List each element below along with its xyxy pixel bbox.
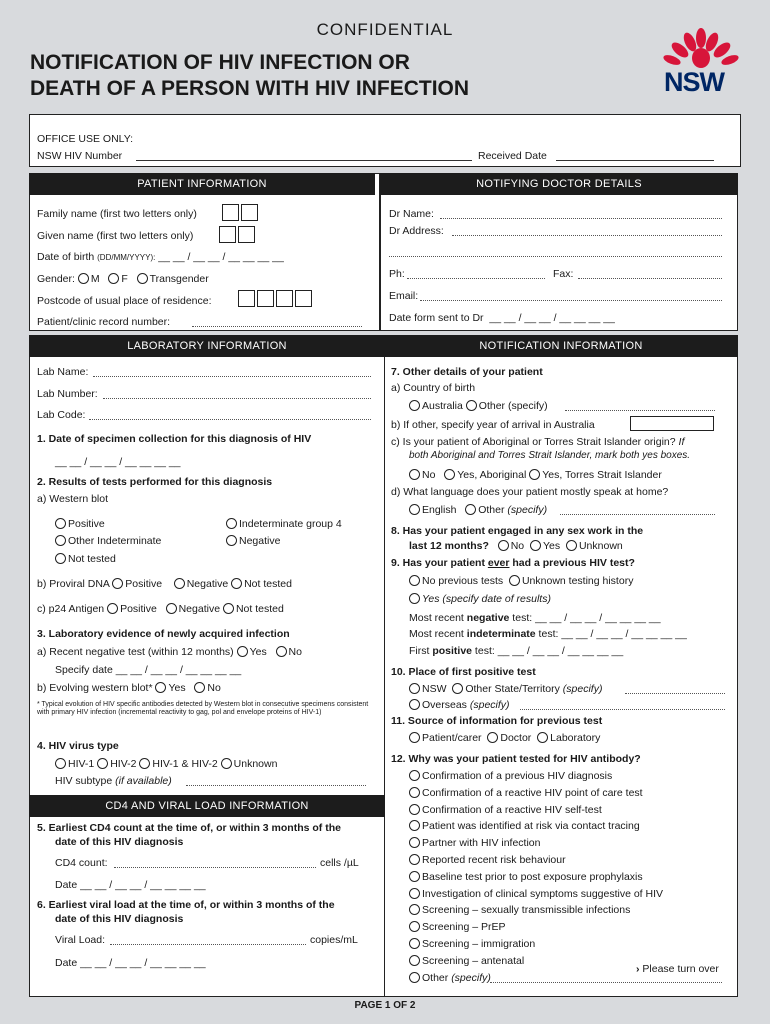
atsi-no-radio[interactable] bbox=[409, 469, 420, 480]
phone-label: Ph: bbox=[389, 268, 405, 280]
postcode-label: Postcode of usual place of residence: bbox=[37, 295, 212, 307]
q5-label: 5. Earliest CD4 count at the time of, or within 3 months of the bbox=[37, 822, 341, 834]
given-name-boxes[interactable] bbox=[219, 226, 255, 243]
reason-option[interactable]: Partner with HIV infection bbox=[409, 837, 540, 849]
gender-transgender-radio[interactable] bbox=[137, 273, 148, 284]
q7a-label: a) Country of birth bbox=[391, 382, 476, 394]
date-sent-row[interactable]: Date form sent to Dr __ __ / __ __ / __ __ __ __ bbox=[389, 312, 615, 324]
most-recent-indeterminate[interactable]: Most recent indeterminate test: __ __ / __ __ / __ __ __ __ bbox=[409, 628, 687, 640]
form-title-line2: DEATH OF A PERSON WITH HIV INFECTION bbox=[30, 77, 470, 100]
reason-option[interactable]: Reported recent risk behaviour bbox=[409, 854, 566, 866]
source-doctor-radio[interactable] bbox=[487, 732, 498, 743]
p24-negative-radio[interactable] bbox=[166, 603, 177, 614]
lab-number-label: Lab Number: bbox=[37, 388, 98, 400]
hiv2-radio[interactable] bbox=[97, 758, 108, 769]
q3-label: 3. Laboratory evidence of newly acquired infection bbox=[37, 628, 290, 640]
doctor-details-header: NOTIFYING DOCTOR DETAILS bbox=[380, 173, 738, 195]
q2-label: 2. Results of tests performed for this diagnosis bbox=[37, 476, 273, 488]
source-row: Patient/carer Doctor Laboratory bbox=[409, 732, 600, 744]
nsw-logo bbox=[662, 28, 740, 98]
q7c-label: c) Is your patient of Aboriginal or Torres Strait Islander origin? If bbox=[391, 436, 685, 448]
subtype-field[interactable] bbox=[186, 775, 366, 786]
place-overseas-row: Overseas (specify) bbox=[409, 699, 510, 711]
viral-load-unit: copies/mL bbox=[310, 934, 358, 946]
q7d-label: d) What language does your patient mostly speak at home? bbox=[391, 486, 669, 498]
lab-info-header: LABORATORY INFORMATION bbox=[29, 335, 385, 357]
page-number: PAGE 1 OF 2 bbox=[354, 1000, 416, 1011]
sexwork-yes-radio[interactable] bbox=[530, 540, 541, 551]
received-date-label: Received Date bbox=[478, 150, 547, 162]
cd4-date-field[interactable]: Date __ __ / __ __ / __ __ __ __ bbox=[55, 879, 206, 891]
lab-number-field[interactable] bbox=[103, 388, 371, 399]
sexwork-no-radio[interactable] bbox=[498, 540, 509, 551]
atsi-row: No Yes, Aboriginal Yes, Torres Strait Islander bbox=[409, 469, 662, 481]
lang-english-radio[interactable] bbox=[409, 504, 420, 515]
place-overseas-radio[interactable] bbox=[409, 699, 420, 710]
q3b-row: b) Evolving western blot* Yes No bbox=[37, 682, 221, 694]
wb-indeterminate-4[interactable]: Indeterminate group 4 bbox=[226, 518, 342, 530]
reason-other-row[interactable]: Other (specify) bbox=[409, 972, 491, 984]
wb-not-tested[interactable]: Not tested bbox=[55, 553, 116, 565]
language-row: English Other (specify) bbox=[409, 504, 547, 516]
phone-field[interactable] bbox=[407, 268, 545, 279]
turn-over-note: › Please turn over bbox=[636, 963, 719, 975]
form-title-line1: NOTIFICATION OF HIV INFECTION OR bbox=[30, 51, 410, 74]
place-nsw-radio[interactable] bbox=[409, 683, 420, 694]
dna-not-tested-radio[interactable] bbox=[231, 578, 242, 589]
family-name-label: Family name (first two letters only) bbox=[37, 208, 197, 220]
office-use-label: OFFICE USE ONLY: bbox=[37, 133, 134, 145]
lab-name-field[interactable] bbox=[93, 366, 371, 377]
dna-positive-radio[interactable] bbox=[112, 578, 123, 589]
reason-option[interactable]: Baseline test prior to post exposure prophylaxis bbox=[409, 871, 643, 883]
gender-m-radio[interactable] bbox=[78, 273, 89, 284]
cd4-unit: cells /µL bbox=[320, 857, 359, 869]
source-lab-radio[interactable] bbox=[537, 732, 548, 743]
virus-unknown-radio[interactable] bbox=[221, 758, 232, 769]
place-other-state-radio[interactable] bbox=[452, 683, 463, 694]
reason-option[interactable]: Screening – sexually transmissible infections bbox=[409, 904, 630, 916]
q1-label: 1. Date of specimen collection for this diagnosis of HIV bbox=[37, 433, 312, 445]
record-number-field[interactable] bbox=[192, 316, 362, 327]
western-blot-footnote: * Typical evolution of HIV specific antibodies detected by Western blot in consecutive specimens consistent with primary HIV infection (incremental reactivity to gag, pol and envelope proteins of HIV-1) bbox=[37, 701, 369, 716]
reason-option[interactable]: Screening – antenatal bbox=[409, 955, 524, 967]
q3b-no-radio[interactable] bbox=[194, 682, 205, 693]
q3b-yes-radio[interactable] bbox=[155, 682, 166, 693]
lab-code-label: Lab Code: bbox=[37, 409, 86, 421]
place-other-state-field[interactable] bbox=[625, 683, 725, 694]
prev-yes-row[interactable]: Yes (specify date of results) bbox=[409, 593, 551, 605]
email-label: Email: bbox=[389, 290, 419, 302]
cd4-count-label: CD4 count: bbox=[55, 857, 108, 869]
reason-option[interactable]: Confirmation of a reactive HIV self-test bbox=[409, 804, 602, 816]
country-australia-radio[interactable] bbox=[409, 400, 420, 411]
reason-option[interactable]: Screening – PrEP bbox=[409, 921, 505, 933]
wb-other-indeterminate[interactable]: Other Indeterminate bbox=[55, 535, 161, 547]
viral-load-field[interactable] bbox=[110, 934, 306, 945]
chevron-right-icon: › bbox=[636, 963, 640, 975]
reason-option[interactable]: Investigation of clinical symptoms suggestive of HIV bbox=[409, 888, 663, 900]
dr-address-field[interactable] bbox=[452, 225, 722, 236]
place-overseas-field[interactable] bbox=[520, 699, 725, 710]
postcode-boxes[interactable] bbox=[238, 290, 312, 307]
notification-info-header: NOTIFICATION INFORMATION bbox=[384, 335, 738, 357]
q6-label-2: date of this HIV diagnosis bbox=[55, 913, 184, 925]
lab-code-field[interactable] bbox=[89, 409, 371, 420]
q3a-date-field[interactable]: Specify date __ __ / __ __ / __ __ __ __ bbox=[55, 664, 242, 676]
hiv1-hiv2-radio[interactable] bbox=[139, 758, 150, 769]
waratah-icon bbox=[662, 28, 740, 70]
fax-field[interactable] bbox=[578, 268, 722, 279]
q11-label: 11. Source of information for previous test bbox=[391, 715, 603, 727]
most-recent-negative[interactable]: Most recent negative test: __ __ / __ __ / __ __ __ __ bbox=[409, 612, 661, 624]
reason-option[interactable]: Confirmation of a reactive HIV point of care test bbox=[409, 787, 643, 799]
confidential-label: CONFIDENTIAL bbox=[316, 20, 454, 39]
nsw-logo-text: NSW bbox=[664, 67, 724, 97]
atsi-aboriginal-radio[interactable] bbox=[444, 469, 455, 480]
source-patient-radio[interactable] bbox=[409, 732, 420, 743]
gender-row: Gender: M F Transgender bbox=[37, 273, 209, 285]
q2b-row: b) Proviral DNA Positive Negative Not tested bbox=[37, 578, 292, 590]
q9-label: 9. Has your patient ever had a previous HIV test? bbox=[391, 557, 635, 569]
country-other-radio[interactable] bbox=[466, 400, 477, 411]
no-previous-radio[interactable] bbox=[409, 575, 420, 586]
q8-row: last 12 months? No Yes Unknown bbox=[409, 540, 623, 552]
p24-not-tested-radio[interactable] bbox=[223, 603, 234, 614]
lab-name-label: Lab Name: bbox=[37, 366, 89, 378]
dna-negative-radio[interactable] bbox=[174, 578, 185, 589]
given-name-label: Given name (first two letters only) bbox=[37, 230, 194, 242]
q3a-no-radio[interactable] bbox=[276, 646, 287, 657]
reason-option[interactable]: Confirmation of a previous HIV diagnosis bbox=[409, 770, 612, 782]
email-field[interactable] bbox=[420, 290, 722, 301]
patient-info-header: PATIENT INFORMATION bbox=[29, 173, 375, 195]
q10-label: 10. Place of first positive test bbox=[391, 666, 536, 678]
q8-label: 8. Has your patient engaged in any sex work in the bbox=[391, 525, 644, 537]
q7c-note: both Aboriginal and Torres Strait Islander, mark both yes boxes. bbox=[409, 450, 691, 461]
q6-label: 6. Earliest viral load at the time of, or within 3 months of the bbox=[37, 899, 335, 911]
reason-option[interactable]: Screening – immigration bbox=[409, 938, 535, 950]
hiv1-radio[interactable] bbox=[55, 758, 66, 769]
q5-label-2: date of this HIV diagnosis bbox=[55, 836, 184, 848]
virus-type-row: HIV-1 HIV-2 HIV-1 & HIV-2 Unknown bbox=[55, 758, 277, 770]
first-positive[interactable]: First positive test: __ __ / __ __ / __ __ __ __ bbox=[409, 645, 624, 657]
p24-positive-radio[interactable] bbox=[107, 603, 118, 614]
country-row: Australia Other (specify) bbox=[409, 400, 548, 412]
fax-label: Fax: bbox=[553, 268, 574, 280]
received-date-field[interactable] bbox=[556, 150, 714, 161]
cd4-header: CD4 AND VIRAL LOAD INFORMATION bbox=[29, 795, 385, 817]
q4-label: 4. HIV virus type bbox=[37, 740, 119, 752]
arrival-year-field[interactable] bbox=[630, 416, 714, 431]
prev-test-row: No previous tests Unknown testing history bbox=[409, 575, 633, 587]
q3a-row: a) Recent negative test (within 12 months) Yes No bbox=[37, 646, 302, 658]
sexwork-unknown-radio[interactable] bbox=[566, 540, 577, 551]
dr-address-label: Dr Address: bbox=[389, 225, 444, 237]
record-number-label: Patient/clinic record number: bbox=[37, 316, 171, 328]
hiv-number-label: NSW HIV Number bbox=[37, 150, 123, 162]
subtype-label: HIV subtype (if available) bbox=[55, 775, 172, 787]
wb-positive[interactable]: Positive bbox=[55, 518, 105, 530]
wb-negative[interactable]: Negative bbox=[226, 535, 280, 547]
q1-date-field[interactable]: __ __ / __ __ / __ __ __ __ bbox=[55, 456, 181, 468]
country-other-field[interactable] bbox=[565, 400, 715, 411]
unknown-history-radio[interactable] bbox=[509, 575, 520, 586]
place-row: NSW Other State/Territory (specify) bbox=[409, 683, 602, 695]
lang-other-radio[interactable] bbox=[465, 504, 476, 515]
q7b-label: b) If other, specify year of arrival in Australia bbox=[391, 419, 595, 431]
gender-f-radio[interactable] bbox=[108, 273, 119, 284]
q12-label: 12. Why was your patient tested for HIV antibody? bbox=[391, 753, 641, 765]
hiv-number-field[interactable] bbox=[136, 150, 472, 161]
atsi-tsi-radio[interactable] bbox=[529, 469, 540, 480]
language-other-field[interactable] bbox=[560, 504, 715, 515]
q2c-row: c) p24 Antigen Positive Negative Not tested bbox=[37, 603, 284, 615]
viral-load-label: Viral Load: bbox=[55, 934, 106, 946]
cd4-count-field[interactable] bbox=[114, 857, 316, 868]
reason-option[interactable]: Patient was identified at risk via contact tracing bbox=[409, 820, 640, 832]
dob-row[interactable]: Date of birth (DD/MM/YYYY): __ __ / __ __ / __ __ __ __ bbox=[37, 251, 284, 263]
q3a-yes-radio[interactable] bbox=[237, 646, 248, 657]
q2a-label: a) Western blot bbox=[37, 493, 109, 505]
dr-name-label: Dr Name: bbox=[389, 208, 434, 220]
q7-label: 7. Other details of your patient bbox=[391, 366, 543, 378]
viral-load-date-field[interactable]: Date __ __ / __ __ / __ __ __ __ bbox=[55, 957, 206, 969]
dr-address-field-2[interactable] bbox=[389, 246, 722, 257]
family-name-boxes[interactable] bbox=[222, 204, 258, 221]
dr-name-field[interactable] bbox=[440, 208, 722, 219]
